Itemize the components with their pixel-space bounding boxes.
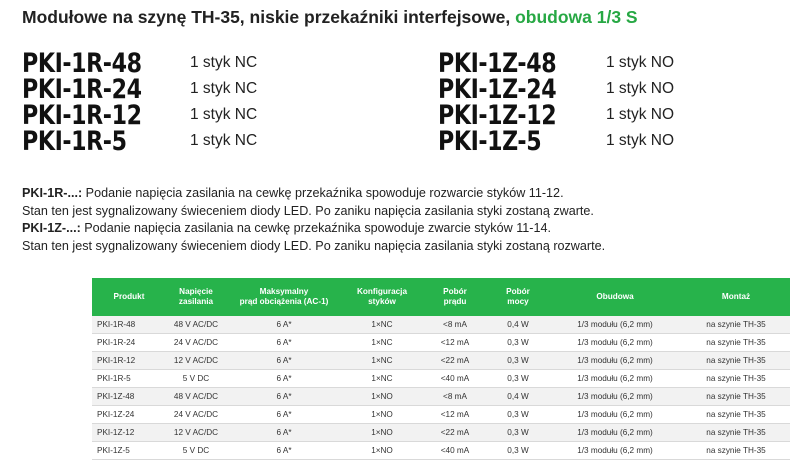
table-cell: 1×NC (342, 370, 422, 388)
table-row (92, 424, 790, 442)
table-cell: 1×NO (342, 424, 422, 442)
table-cell: 0,3 W (488, 424, 548, 442)
table-cell: na szynie TH-35 (682, 352, 790, 370)
column-header-line: mocy (507, 297, 529, 306)
table-cell: 6 A* (226, 334, 342, 352)
column-header-line: prąd obciążenia (AC-1) (239, 297, 329, 306)
description-line (22, 185, 605, 203)
table-header-row (92, 278, 790, 316)
table-cell: 1×NO (342, 442, 422, 460)
model-row (22, 99, 258, 131)
column-header-line: prądu (443, 297, 467, 306)
description-block (22, 185, 605, 255)
table-row (92, 334, 790, 352)
model-row (22, 73, 258, 105)
table-cell: 1/3 modułu (6,2 mm) (548, 334, 682, 352)
table-cell: 48 V AC/DC (166, 316, 226, 334)
column-header (166, 278, 226, 316)
column-header (226, 278, 342, 316)
column-header-line: Konfiguracja (356, 287, 408, 296)
table-cell: 1×NO (342, 388, 422, 406)
table-cell: 48 V AC/DC (166, 388, 226, 406)
table-row (92, 352, 790, 370)
model-name: PKI-1Z-5 (438, 125, 542, 157)
table-cell: 1/3 modułu (6,2 mm) (548, 424, 682, 442)
model-desc: 1 styk NO (606, 106, 675, 123)
table-cell: PKI-1Z-12 (92, 424, 166, 442)
column-header-line: Obudowa (596, 292, 634, 301)
column-header-line: Produkt (113, 292, 145, 301)
table-row (92, 370, 790, 388)
column-header-line: Maksymalny (259, 287, 309, 296)
column-header (488, 278, 548, 316)
table-cell: <40 mA (422, 442, 488, 460)
table-cell: <22 mA (422, 424, 488, 442)
table-cell: 12 V AC/DC (166, 352, 226, 370)
table-cell: 6 A* (226, 388, 342, 406)
table-cell: 0,4 W (488, 388, 548, 406)
table-cell: PKI-1R-12 (92, 352, 166, 370)
description-label-z: PKI-1Z-...: (22, 221, 81, 235)
column-header (682, 278, 790, 316)
table-cell: 12 V AC/DC (166, 424, 226, 442)
model-desc: 1 styk NC (190, 132, 258, 149)
table-cell: 6 A* (226, 406, 342, 424)
model-row (438, 125, 675, 157)
models-list-no (438, 47, 675, 157)
model-name: PKI-1Z-12 (438, 99, 557, 131)
model-name: PKI-1Z-48 (438, 47, 557, 79)
table-cell: 1/3 modułu (6,2 mm) (548, 388, 682, 406)
table-cell: <12 mA (422, 406, 488, 424)
model-name: PKI-1R-5 (22, 125, 127, 157)
table-row (92, 316, 790, 334)
model-desc: 1 styk NO (606, 80, 675, 97)
column-header-line: styków (368, 297, 396, 306)
table-cell: <8 mA (422, 388, 488, 406)
table-cell: 1/3 modułu (6,2 mm) (548, 442, 682, 460)
table-cell: na szynie TH-35 (682, 424, 790, 442)
page-heading (22, 7, 638, 28)
table-cell: 0,3 W (488, 370, 548, 388)
models-list-nc (22, 47, 258, 157)
table-cell: 1×NO (342, 406, 422, 424)
column-header-line: Pobór (443, 287, 467, 296)
table-cell: PKI-1Z-5 (92, 442, 166, 460)
table-cell: 1/3 modułu (6,2 mm) (548, 316, 682, 334)
column-header (342, 278, 422, 316)
description-line (22, 220, 605, 238)
model-name: PKI-1R-24 (22, 73, 142, 105)
table-cell: 5 V DC (166, 370, 226, 388)
table-cell: 24 V AC/DC (166, 334, 226, 352)
table-cell: 6 A* (226, 352, 342, 370)
model-row (22, 47, 258, 79)
table-cell: PKI-1R-48 (92, 316, 166, 334)
model-name: PKI-1R-12 (22, 99, 142, 131)
table-body (92, 316, 790, 460)
model-row (22, 125, 258, 157)
table-cell: na szynie TH-35 (682, 370, 790, 388)
table-cell: 6 A* (226, 370, 342, 388)
table-cell: PKI-1Z-24 (92, 406, 166, 424)
table-cell: 24 V AC/DC (166, 406, 226, 424)
table-cell: na szynie TH-35 (682, 388, 790, 406)
table-cell: 0,3 W (488, 334, 548, 352)
table-cell: <8 mA (422, 316, 488, 334)
table-cell: 0,3 W (488, 352, 548, 370)
table-cell: 0,3 W (488, 406, 548, 424)
column-header (92, 278, 166, 316)
heading-accent: obudowa 1/3 S (515, 7, 638, 27)
table-cell: 5 V DC (166, 442, 226, 460)
model-desc: 1 styk NO (606, 132, 675, 149)
table-cell: PKI-1R-5 (92, 370, 166, 388)
model-row (438, 99, 675, 131)
spec-table (92, 278, 790, 460)
table-row (92, 406, 790, 424)
table-cell: PKI-1Z-48 (92, 388, 166, 406)
table-cell: na szynie TH-35 (682, 442, 790, 460)
model-row (438, 47, 675, 79)
heading-main: Modułowe na szynę TH-35, niskie przekaźniki interfejsowe, (22, 7, 516, 27)
model-name: PKI-1Z-24 (438, 73, 557, 105)
column-header-line: Montaż (721, 292, 751, 301)
table-cell: 6 A* (226, 442, 342, 460)
table-cell: na szynie TH-35 (682, 316, 790, 334)
model-name: PKI-1R-48 (22, 47, 142, 79)
table-cell: na szynie TH-35 (682, 334, 790, 352)
table-cell: 0,3 W (488, 442, 548, 460)
column-header (548, 278, 682, 316)
description-text: Podanie napięcia zasilania na cewkę przekaźnika spowoduje zwarcie styków 11-14. (80, 221, 551, 235)
table-row (92, 442, 790, 460)
table-cell: <12 mA (422, 334, 488, 352)
model-row (438, 73, 675, 105)
description-line: Stan ten jest sygnalizowany świeceniem diody LED. Po zaniku napięcia zasilania styki zostaną rozwarte. (22, 238, 606, 253)
table-cell: 1/3 modułu (6,2 mm) (548, 352, 682, 370)
table-cell: 1/3 modułu (6,2 mm) (548, 370, 682, 388)
table-cell: PKI-1R-24 (92, 334, 166, 352)
column-header-line: Napięcie (179, 287, 213, 296)
table-cell: 6 A* (226, 316, 342, 334)
description-line: Stan ten jest sygnalizowany świeceniem diody LED. Po zaniku napięcia zasilania styki zostaną zwarte. (22, 203, 594, 218)
column-header-line: zasilania (178, 297, 214, 306)
table-cell: 0,4 W (488, 316, 548, 334)
model-desc: 1 styk NC (190, 106, 258, 123)
table-cell: 1×NC (342, 352, 422, 370)
column-header-line: Pobór (506, 287, 530, 296)
table-cell: na szynie TH-35 (682, 406, 790, 424)
description-text: Podanie napięcia zasilania na cewkę przekaźnika spowoduje rozwarcie styków 11-12. (82, 186, 564, 200)
model-desc: 1 styk NC (190, 80, 258, 97)
model-desc: 1 styk NO (606, 54, 675, 71)
model-desc: 1 styk NC (190, 54, 258, 71)
table-cell: <22 mA (422, 352, 488, 370)
table-cell: 1×NC (342, 316, 422, 334)
table-cell: 1×NC (342, 334, 422, 352)
table-cell: 1/3 modułu (6,2 mm) (548, 406, 682, 424)
description-label-r: PKI-1R-...: (22, 186, 83, 200)
table-cell: <40 mA (422, 370, 488, 388)
table-row (92, 388, 790, 406)
table-cell: 6 A* (226, 424, 342, 442)
column-header (422, 278, 488, 316)
